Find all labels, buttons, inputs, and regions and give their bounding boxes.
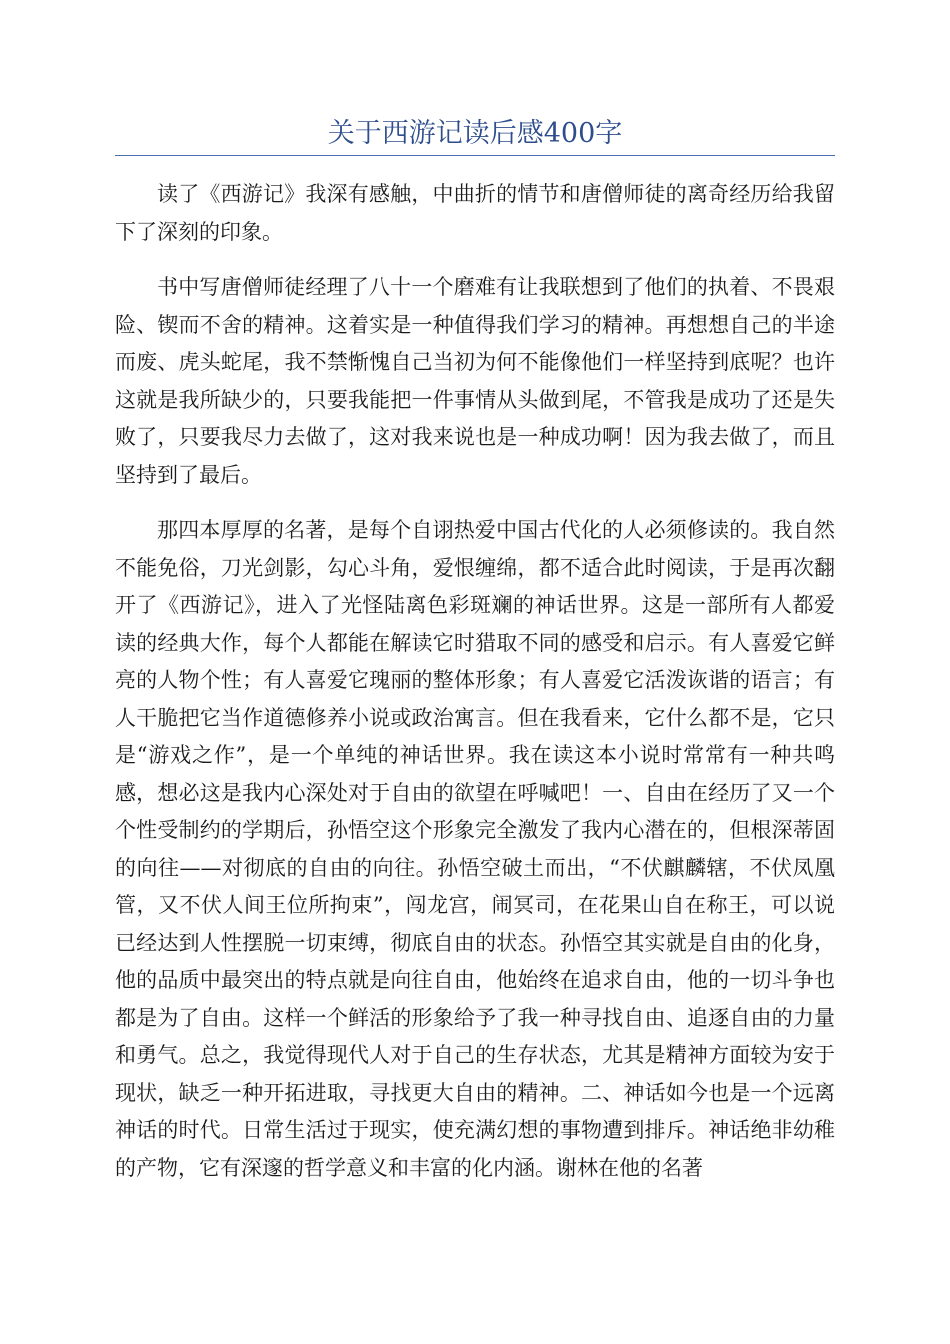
- document-body: [115, 176, 835, 1205]
- title-underline: [115, 155, 835, 156]
- paragraph-2: 书中写唐僧师徒经理了八十一个磨难有让我联想到了他们的执着、不畏艰险、锲而不舍的精神。这着实是一种值得我们学习的精神。再想想自己的半途而废、虎头蛇尾，我不禁惭愧自己当初为何不能像他们一样坚持到底呢？也许这就是我所缺少的，只要我能把一件事情从头做到尾，不管我是成功了还是失败了，只要我尽力去做了，这对我来说也是一种成功啊！因为我去做了，而且坚持到了最后。: [115, 275, 835, 487]
- paragraph-1: 读了《西游记》我深有感触，中曲折的情节和唐僧师徒的离奇经历给我留下了深刻的印象。: [115, 182, 835, 244]
- paragraph-3: 那四本厚厚的名著，是每个自诩热爱中国古代化的人必须修读的。我自然不能免俗，刀光剑影，勾心斗角，爱恨缠绵，都不适合此时阅读，于是再次翻开了《西游记》，进入了光怪陆离色彩斑斓的神话世界。这是一部所有人都爱读的经典大作，每个人都能在解读它时猎取不同的感受和启示。有人喜爱它鲜亮的人物个性；有人喜爱它瑰丽的整体形象；有人喜爱它活泼诙谐的语言；有人干脆把它当作道德修养小说或政治寓言。但在我看来，它什么都不是，它只是“游戏之作”，是一个单纯的神话世界。我在读这本小说时常常有一种共鸣感，想必这是我内心深处对于自由的欲望在呼喊吧！一、自由在经历了又一个个性受制约的学期后，孙悟空这个形象完全激发了我内心潜在的，但根深蒂固的向往——对彻底的自由的向往。孙悟空破土而出，“不伏麒麟辖，不伏凤凰管，又不伏人间王位所拘束”，闯龙宫，闹冥司，在花果山自在称王，可以说已经达到人性摆脱一切束缚，彻底自由的状态。孙悟空其实就是自由的化身，他的品质中最突出的特点就是向往自由，他始终在追求自由，他的一切斗争也都是为了自由。这样一个鲜活的形象给予了我一种寻找自由、追逐自由的力量和勇气。总之，我觉得现代人对于自己的生存状态，尤其是精神方面较为安于现状，缺乏一种开拓进取，寻找更大自由的精神。二、神话如今也是一个远离神话的时代。日常生活过于现实，使充满幻想的事物遭到排斥。神话绝非幼稚的产物，它有深邃的哲学意义和丰富的化内涵。谢林在他的名著: [115, 518, 835, 1180]
- document-title: 关于西游记读后感400字: [327, 118, 623, 149]
